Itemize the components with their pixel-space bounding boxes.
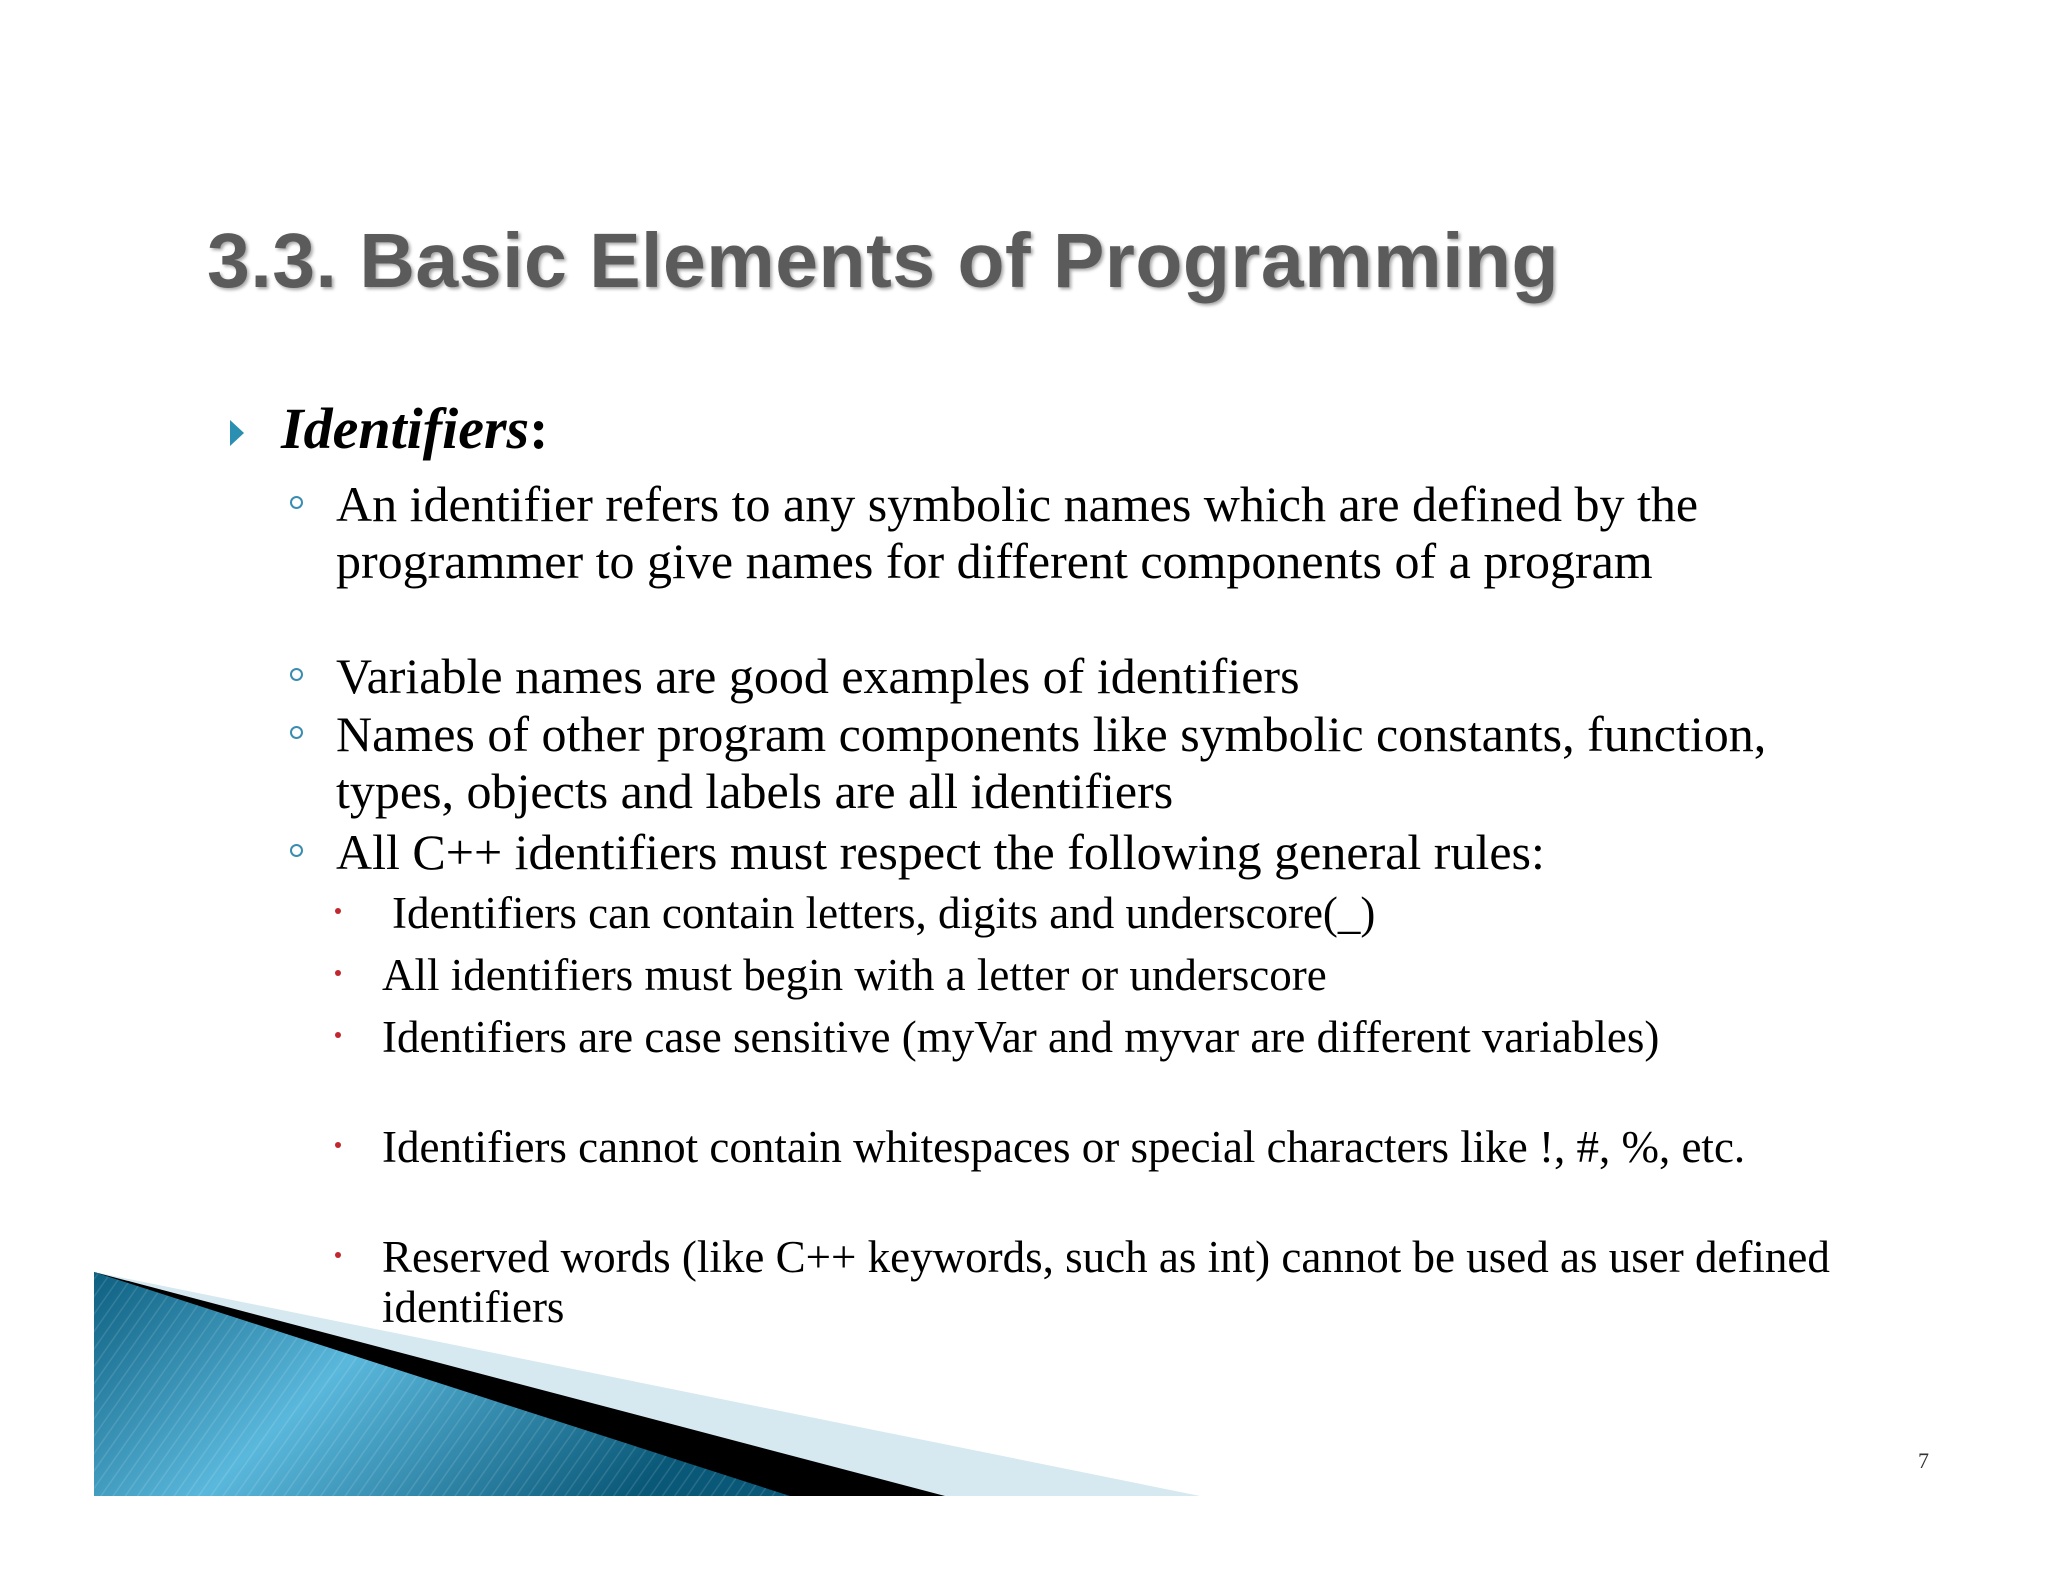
heading-colon: :	[529, 396, 549, 461]
dot-bullet-icon	[335, 1252, 341, 1258]
circle-bullet-icon	[290, 496, 303, 509]
point-text: All C++ identifiers must respect the following general rules:	[336, 824, 1545, 880]
dot-bullet-icon	[335, 1032, 341, 1038]
point-text: Variable names are good examples of identifiers	[336, 648, 1300, 704]
dot-bullet-icon	[335, 970, 341, 976]
circle-bullet-icon	[290, 668, 303, 681]
heading-term: Identifiers	[281, 396, 530, 461]
circle-bullet-icon	[290, 726, 303, 739]
page-number: 7	[1918, 1448, 1929, 1473]
dot-bullet-icon	[335, 1142, 341, 1148]
rule-text: Identifiers are case sensitive (myVar and myvar are different variables)	[382, 1012, 1660, 1062]
dot-bullet-icon	[335, 908, 341, 914]
rule-text: All identifiers must begin with a letter or underscore	[382, 950, 1327, 1000]
rule-text: Identifiers cannot contain whitespaces or special characters like !, #, %, etc.	[382, 1122, 1746, 1172]
rule-text: Reserved words (like C++ keywords, such as int) cannot be used as user defined identifiers	[382, 1232, 1830, 1332]
point-text: An identifier refers to any symbolic names which are defined by the programmer to give names for different components of a program	[336, 476, 1699, 589]
rule-text: Identifiers can contain letters, digits and underscore(_)	[392, 888, 1376, 938]
slide-title: 3.3. Basic Elements of Programming	[207, 218, 1560, 304]
triangle-bullet-icon	[230, 420, 244, 446]
point-text: Names of other program components like symbolic constants, function, types, objects and labels are all identifiers	[336, 706, 1767, 819]
circle-bullet-icon	[290, 844, 303, 857]
